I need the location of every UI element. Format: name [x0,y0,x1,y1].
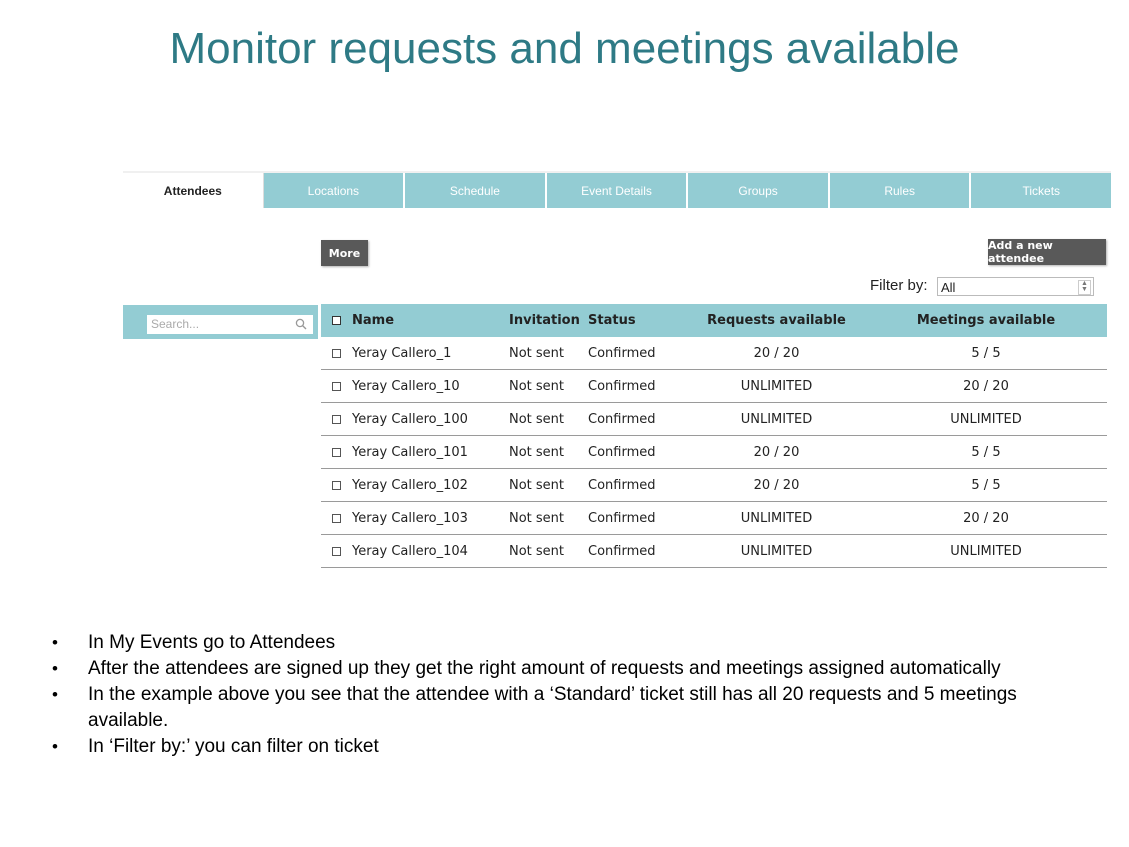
search-icon[interactable] [295,318,307,330]
cell-invitation: Not sent [509,477,565,493]
cell-invitation: Not sent [509,444,565,460]
cell-meetings: 20 / 20 [963,510,1009,526]
table-row[interactable] [321,370,1107,403]
cell-status: Confirmed [588,543,656,559]
cell-invitation: Not sent [509,411,565,427]
tab-locations[interactable]: Locations [264,173,406,208]
select-arrows-icon: ▲ ▼ [1078,280,1091,295]
cell-invitation: Not sent [509,345,565,361]
cell-status: Confirmed [588,345,656,361]
filter-select-value: All [941,280,956,295]
cell-name: Yeray Callero_103 [352,510,468,526]
cell-requests: 20 / 20 [753,345,800,361]
cell-meetings: UNLIMITED [950,411,1022,427]
cell-name: Yeray Callero_100 [352,411,468,427]
table-row[interactable] [321,436,1107,469]
cell-status: Confirmed [588,477,656,493]
bullet-item: • In the example above you see that the attendee with a ‘Standard’ ticket still has all 20 requests and 5 meetings available. [52,682,1092,734]
add-attendee-button[interactable]: Add a new attendee [988,239,1106,265]
row-checkbox[interactable] [332,349,341,358]
tab-rules[interactable]: Rules [830,173,972,208]
tab-groups[interactable]: Groups [688,173,830,208]
slide-title: Monitor requests and meetings available [169,24,960,73]
header-name[interactable]: Name [352,313,395,328]
header-status[interactable]: Status [588,313,636,328]
table-row[interactable] [321,337,1107,370]
search-input[interactable]: Search... [147,315,313,334]
search-bar [123,305,318,339]
table-header [321,304,1107,337]
cell-name: Yeray Callero_101 [352,444,468,460]
tab-tickets[interactable]: Tickets [971,173,1111,208]
cell-name: Yeray Callero_1 [352,345,452,361]
bullet-item: • In ‘Filter by:’ you can filter on ticket [52,734,1092,760]
cell-meetings: UNLIMITED [950,543,1022,559]
row-checkbox[interactable] [332,481,341,490]
filter-select[interactable] [937,277,1094,296]
tab-attendees[interactable]: Attendees [123,173,264,208]
cell-requests: UNLIMITED [740,411,813,427]
row-checkbox[interactable] [332,448,341,457]
header-meetings[interactable]: Meetings available [916,313,1056,328]
cell-invitation: Not sent [509,543,565,559]
bullet-list [52,630,1092,760]
cell-name: Yeray Callero_104 [352,543,468,559]
select-all-checkbox[interactable] [332,316,341,325]
cell-status: Confirmed [588,411,656,427]
cell-status: Confirmed [588,444,656,460]
bullet-item: • In My Events go to Attendees [52,630,1092,656]
cell-requests: UNLIMITED [740,510,813,526]
header-requests[interactable]: Requests available [707,313,846,328]
row-checkbox[interactable] [332,415,341,424]
table-row[interactable] [321,469,1107,502]
tab-bar [123,171,1111,208]
row-checkbox[interactable] [332,514,341,523]
cell-meetings: 5 / 5 [971,444,1001,460]
cell-status: Confirmed [588,378,656,394]
bullet-item: • After the attendees are signed up they get the right amount of requests and meetings assigned automatically [52,656,1092,682]
table-row[interactable] [321,502,1107,535]
cell-name: Yeray Callero_10 [352,378,460,394]
cell-meetings: 5 / 5 [971,345,1001,361]
table-row[interactable] [321,535,1107,568]
tab-schedule[interactable]: Schedule [405,173,547,208]
cell-name: Yeray Callero_102 [352,477,468,493]
cell-requests: 20 / 20 [753,444,800,460]
tab-event-details[interactable]: Event Details [547,173,689,208]
cell-requests: 20 / 20 [753,477,800,493]
cell-meetings: 20 / 20 [963,378,1009,394]
row-checkbox[interactable] [332,382,341,391]
cell-requests: UNLIMITED [740,378,813,394]
attendees-table [321,304,1107,568]
cell-status: Confirmed [588,510,656,526]
more-button[interactable]: More [321,240,368,266]
table-row[interactable] [321,403,1107,436]
row-checkbox[interactable] [332,547,341,556]
header-invitation[interactable]: Invitation [509,313,580,328]
cell-invitation: Not sent [509,378,565,394]
cell-meetings: 5 / 5 [971,477,1001,493]
filter-label: Filter by: [870,277,928,294]
cell-invitation: Not sent [509,510,565,526]
cell-requests: UNLIMITED [740,543,813,559]
